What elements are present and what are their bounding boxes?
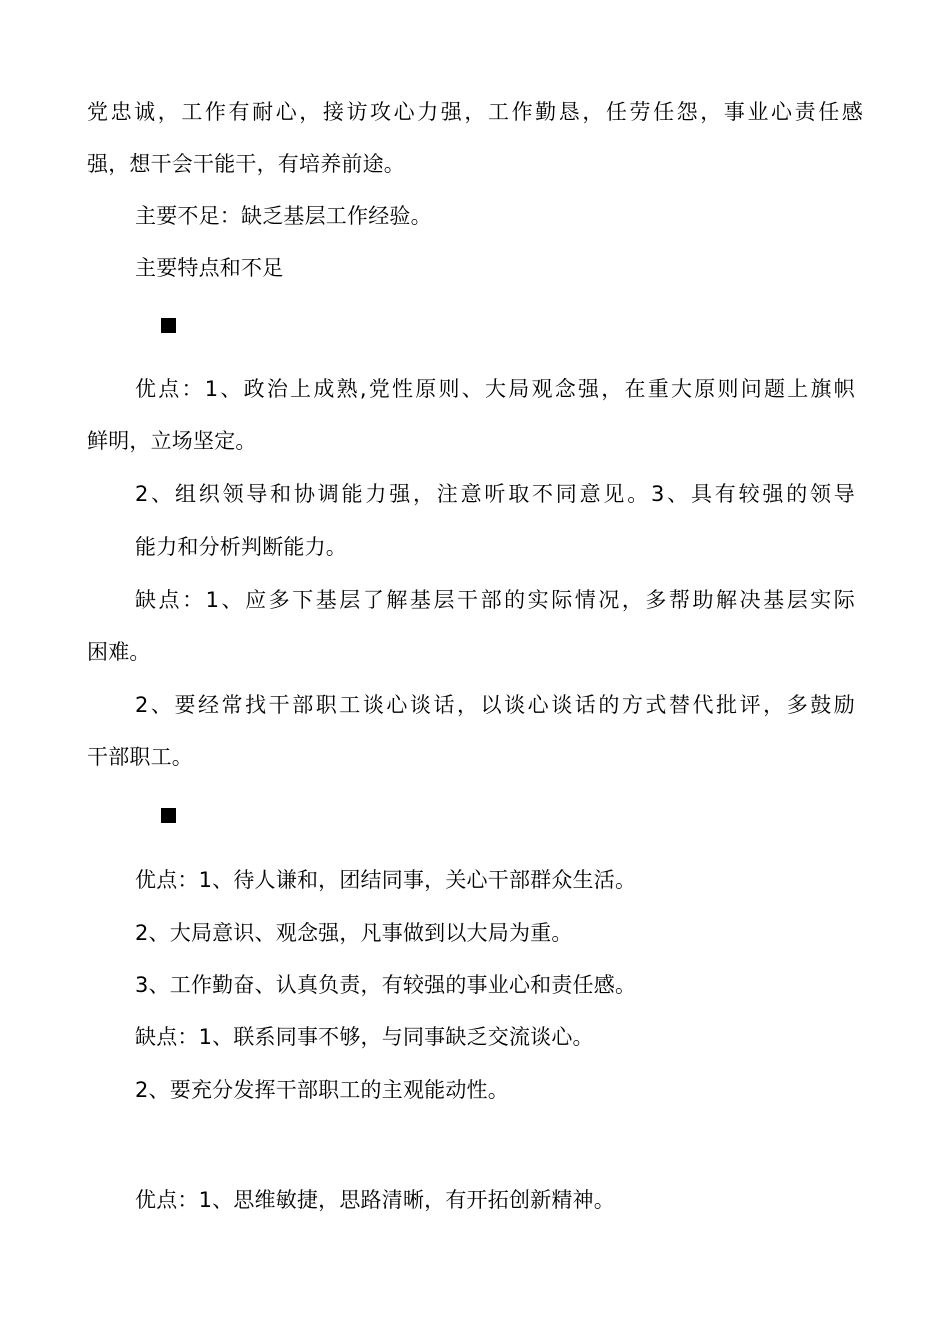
shortcomings-1-line-3: 2、要经常找干部职工谈心谈话，以谈心谈话的方式替代批评，多鼓励 xyxy=(135,693,855,717)
paragraph-line-2: 强，想干会干能干，有培养前途。 xyxy=(87,152,405,176)
shortcomings-2-line-1: 缺点：1、联系同事不够，与同事缺乏交流谈心。 xyxy=(135,1025,594,1049)
advantages-3-line-1: 优点：1、思维敏捷，思路清晰，有开拓创新精神。 xyxy=(135,1188,615,1212)
shortcomings-2-line-2: 2、要充分发挥干部职工的主观能动性。 xyxy=(135,1078,509,1102)
bullet-square-icon-2 xyxy=(161,808,176,823)
advantages-2-line-1: 优点：1、待人谦和，团结同事，关心干部群众生活。 xyxy=(135,868,637,892)
advantages-2-line-3: 3、工作勤奋、认真负责，有较强的事业心和责任感。 xyxy=(135,973,637,997)
paragraph-line-1: 党忠诚，工作有耐心，接访攻心力强，工作勤恳，任劳任怨，事业心责任感 xyxy=(87,100,863,124)
advantages-1-line-2: 鲜明，立场坚定。 xyxy=(87,429,257,453)
bullet-square-icon-1 xyxy=(161,318,176,333)
main-shortcoming-line: 主要不足：缺乏基层工作经验。 xyxy=(135,204,432,228)
shortcomings-1-line-2: 困难。 xyxy=(87,640,151,664)
section-heading: 主要特点和不足 xyxy=(135,256,284,280)
advantages-1-line-3: 2、组织领导和协调能力强，注意听取不同意见。3、具有较强的领导 xyxy=(135,482,855,506)
advantages-1-line-1: 优点：1、政治上成熟,党性原则、大局观念强，在重大原则问题上旗帜 xyxy=(135,377,855,401)
shortcomings-1-line-4: 干部职工。 xyxy=(87,745,193,769)
advantages-1-line-4: 能力和分析判断能力。 xyxy=(135,535,347,559)
advantages-2-line-2: 2、大局意识、观念强，凡事做到以大局为重。 xyxy=(135,921,573,945)
shortcomings-1-line-1: 缺点：1、应多下基层了解基层干部的实际情况，多帮助解决基层实际 xyxy=(135,588,855,612)
